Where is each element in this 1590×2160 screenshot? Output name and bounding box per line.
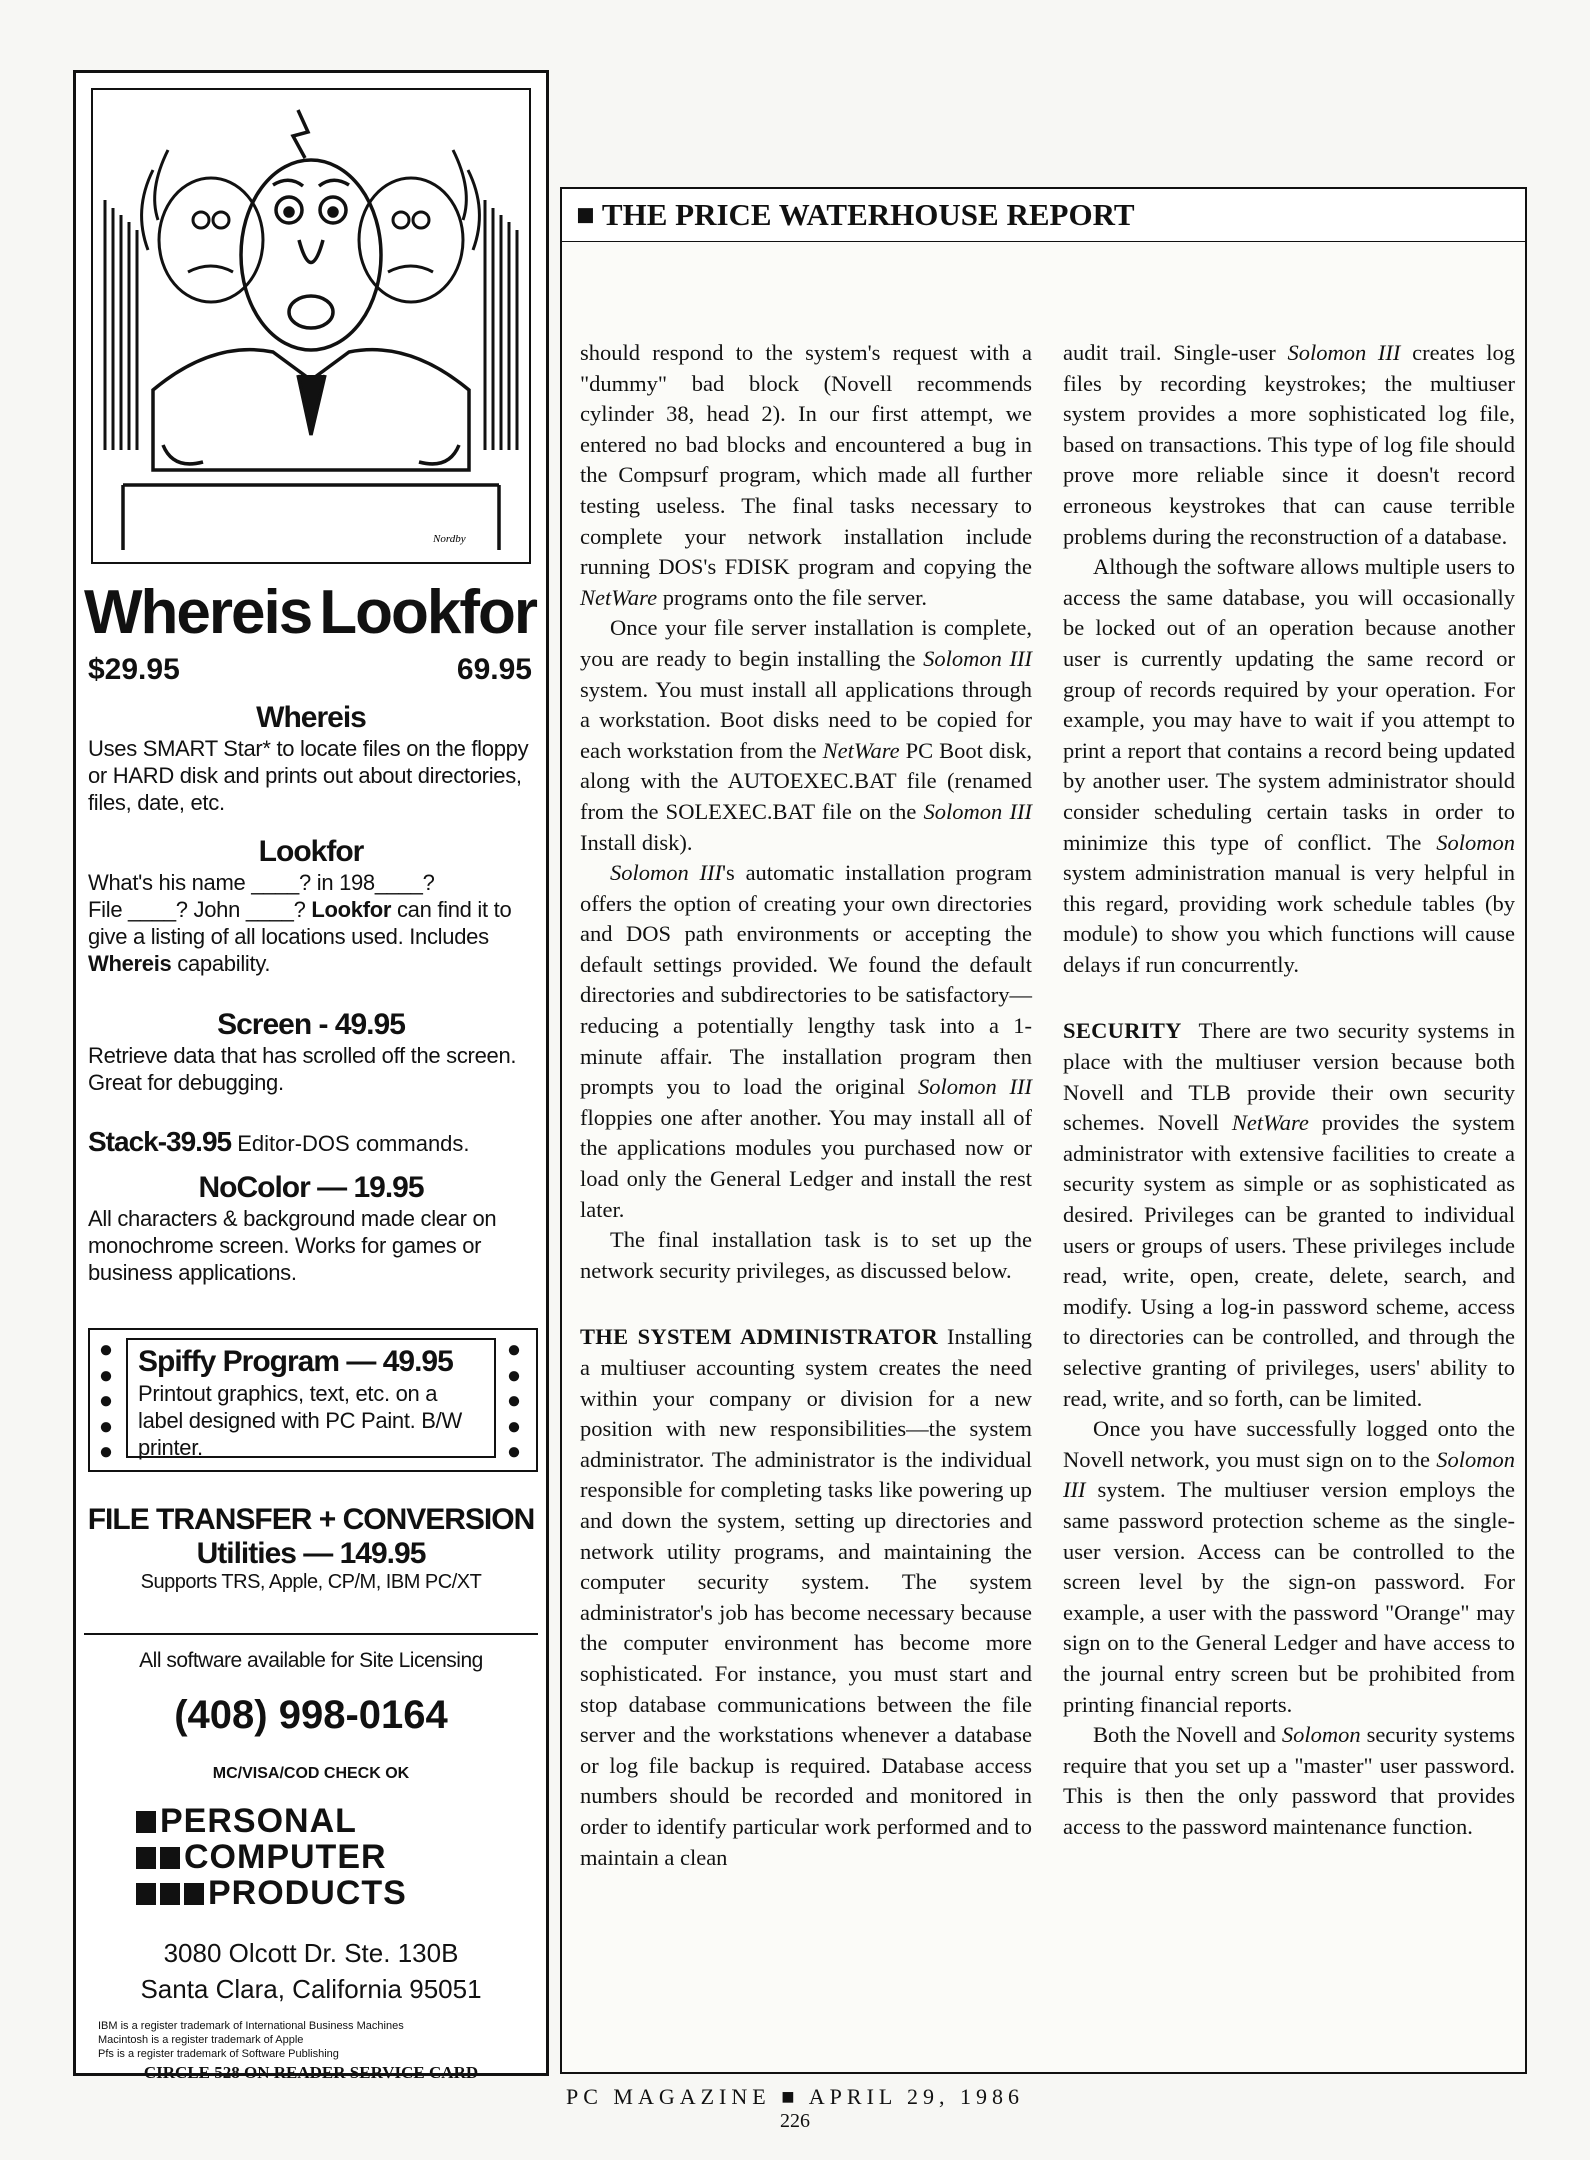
section-title: THE PRICE WATERHOUSE REPORT xyxy=(601,197,1135,232)
lookfor-line1: What's his name ____? in 198____? xyxy=(88,870,435,895)
product-header xyxy=(84,577,536,685)
product-name-lookfor: Lookfor xyxy=(319,578,536,647)
text: Both the Novell and xyxy=(1093,1722,1276,1748)
text: audit trail. Single-user xyxy=(1063,340,1276,365)
lookfor-heading: Lookfor xyxy=(258,835,364,868)
italic-text: Solomon III xyxy=(610,860,722,886)
text: The final installation task is to set up the network security privileges, as discussed below. xyxy=(580,1227,1032,1283)
screen-description: Retrieve data that has scrolled off the screen. Great for debugging. xyxy=(88,1043,517,1095)
whereis-block xyxy=(88,701,534,816)
italic-text: Solomon III xyxy=(917,1074,1033,1100)
italic-text: Solomon III xyxy=(1287,340,1401,365)
trademark-notices xyxy=(98,2019,538,2061)
lookfor-line2: File ____? John ____? xyxy=(88,897,306,922)
text: Once your file server installation is complete, you are ready to begin installing the xyxy=(580,615,1032,671)
italic-text: Solomon xyxy=(1436,829,1516,855)
whereis-heading: Whereis xyxy=(256,701,366,734)
company-line1: PERSONAL xyxy=(160,1802,357,1840)
italic-text: Solomon III xyxy=(923,645,1032,671)
italic-text: Solomon xyxy=(1281,1722,1361,1748)
lookfor-line3-end: capability. xyxy=(177,951,271,976)
stack-description: Editor-DOS commands. xyxy=(237,1131,470,1156)
divider xyxy=(84,1633,538,1635)
nocolor-description: All characters & background made clear on monochrome screen. Works for games or business applications. xyxy=(88,1206,497,1285)
lookfor-line2-end: can xyxy=(396,897,432,922)
screen-block xyxy=(88,1008,534,1096)
italic-text: NetWare xyxy=(822,737,900,763)
lookfor-block xyxy=(88,835,534,977)
spiffy-description: Printout graphics, text, etc. on a label designed with PC Paint. B/W printer. xyxy=(138,1381,462,1460)
address-line1: 3080 Olcott Dr. Ste. 130B xyxy=(163,1938,459,1968)
lookfor-line3: find it to give a listing of all locations used. Includes xyxy=(88,897,512,949)
text: Once you have successfully logged onto the Novell network, you must sign on to the xyxy=(1063,1416,1515,1472)
article-column-2 xyxy=(1063,338,1515,1843)
article-column-1 xyxy=(580,338,1032,1873)
trademark-pfs: Pfs is a register trademark of Software Publishing xyxy=(98,2048,339,2060)
file-transfer-heading: FILE TRANSFER + CONVERSION xyxy=(87,1503,535,1536)
company-line2: COMPUTER xyxy=(184,1838,387,1876)
text: programs onto the file server. xyxy=(662,584,928,610)
paragraph xyxy=(1063,1016,1515,1414)
paragraph xyxy=(1063,1720,1515,1842)
magazine-footer: PC MAGAZINE ■ APRIL 29, 1986 xyxy=(565,2084,1025,2109)
text: creates log files by recording keystrokes; the multiuser system provides a more sophisticated log file, based on transactions. This type of log file should prove more reliable since it doesn't record erroneous keystrokes that can cause terrible problems during the reconstruction of a database. xyxy=(1063,340,1516,549)
whereis-description: Uses SMART Star* to locate files on the floppy or HARD disk and prints out about directories, files, date, etc. xyxy=(88,736,529,815)
worried-man-drawing xyxy=(93,90,529,562)
text: system. You must install all applications through a workstation. Boot disks need to be copied for each workstation from the xyxy=(580,676,1032,763)
screen-heading: Screen - 49.95 xyxy=(217,1008,405,1041)
text: security systems require that you set up a "master" user password. This is then the only password that provides access to the password maintenance function. xyxy=(1063,1722,1516,1839)
address-line2: Santa Clara, California 95051 xyxy=(140,1974,482,2004)
dot-column-right: ● ● ● ● ● xyxy=(506,1336,522,1465)
paragraph xyxy=(580,613,1032,858)
italic-text: NetWare xyxy=(580,584,658,610)
paragraph xyxy=(580,338,1032,613)
phone-number: (408) 998-0164 xyxy=(174,1693,448,1737)
lookfor-description xyxy=(88,869,534,977)
page-number: 226 xyxy=(780,2110,810,2132)
paragraph xyxy=(1063,338,1515,552)
stack-block xyxy=(88,1126,534,1158)
text: Installing a multiuser accounting system creates the need within your company or division for a new position with new responsibilities—the system administrator. The administrator is the individual responsible for completing tasks like powering up and down the system, setting up directories and network utility programs, and maintaining the computer security system. The system administrator's job has become necessary because the computer environment has become more sophisticated. For instance, you must start and stop database communications between the file server and the workstations whenever a database or log file backup is required. Database access numbers should be recorded and monitored in order to identify particular work performed and to maintain a clean xyxy=(580,1324,1032,1870)
trademark-ibm: IBM is a register trademark of International Business Machines xyxy=(98,2020,404,2032)
nocolor-heading: NoColor — 19.95 xyxy=(198,1171,424,1204)
text: 's automatic installation program offers the option of creating your own directories and DOS path environments or accepting the default settings provided. We found the default directories and subdirectories to be satisfactory—reducing a potentially lengthy task into a 1-minute affair. The installation program then prompts you to load the original xyxy=(580,860,1033,1100)
text: should respond to the system's request with a "dummy" bad block (Novell recommends cylinder 38, head 2). In our first attempt, we entered no bad blocks and encountered a bug in the Compsurf program, which made all further testing useless. The final tasks necessary to complete your network installation include running DOS's FDISK program and copying the xyxy=(580,340,1032,580)
advertisement xyxy=(73,70,549,2082)
text: PC Boot disk, along with the AUTOEXEC.BAT file (renamed from the SOLEXEC.BAT file on the xyxy=(580,737,1033,824)
text: provides the system administrator with extensive facilities to create a security system as simple or as sophisticated as desired. Privileges can be granted to individual users or groups of users. These privileges include read, write, open, create, delete, search, and modify. Using a log-in password scheme, access to directories can be controlled, and through the selective granting of privileges, users' ability to read, write, and so forth, can be limited. xyxy=(1063,1110,1516,1411)
paragraph xyxy=(1063,1414,1515,1720)
payment-methods: MC/VISA/COD CHECK OK xyxy=(212,1765,410,1782)
section-header: ■ THE PRICE WATERHOUSE REPORT xyxy=(560,187,1527,243)
artist-signature: Nordby xyxy=(433,533,466,545)
supports-text: Supports TRS, Apple, CP/M, IBM PC/XT xyxy=(140,1571,482,1593)
text: system administration manual is very helpful in this regard, providing work schedule tables (by module) to show you which functions will cause delays if run concurrently. xyxy=(1063,860,1515,977)
paragraph xyxy=(1063,552,1515,980)
lookfor-line2-bold: Lookfor xyxy=(311,897,392,922)
lookfor-line3-bold: Whereis xyxy=(88,951,172,976)
site-licensing: All software available for Site Licensing xyxy=(139,1649,483,1672)
paragraph xyxy=(580,858,1032,1225)
price-lookfor: 69.95 xyxy=(456,653,532,686)
company-line3: PRODUCTS xyxy=(208,1874,407,1912)
subheading-system-administrator: THE SYSTEM ADMINISTRATOR xyxy=(580,1324,939,1350)
italic-text: Solomon III xyxy=(1063,1446,1516,1503)
subheading-security: SECURITY xyxy=(1063,1018,1182,1044)
text: floppies one after another. You may install all of the applications modules you purchased now or load only the General Ledger and install the rest later. xyxy=(580,1104,1032,1222)
paragraph xyxy=(580,1225,1032,1286)
text: Although the software allows multiple users to access the same database, you will occasionally be locked out of an operation because another user is currently updating the same record or group of records required by your operation. For example, you may have to wait if you attempt to print a report that contains a record being updated by another user. The system administrator should consider scheduling certain tasks in order to minimize this type of conflict. The xyxy=(1063,554,1515,855)
trademark-apple: Macintosh is a register trademark of Apple xyxy=(98,2034,304,2046)
text: system. The multiuser version employs the same password protection scheme as the single-user version. Access can be controlled to the screen level by the sign-on password. For example, a user with the password "Orange" may sign on to the General Ledger and have access to the journal entry screen but be prohibited from printing financial reports. xyxy=(1063,1477,1515,1717)
text: There are two security systems in place with the multiuser version because both Novell and TLB provide their own security schemes. Novell xyxy=(1063,1018,1515,1136)
company-logo xyxy=(136,1803,496,1911)
dot-column-left: ● ● ● ● ● xyxy=(98,1336,114,1465)
spiffy-heading: Spiffy Program — 49.95 xyxy=(138,1345,453,1378)
spiffy-inner xyxy=(126,1338,496,1458)
reader-service-note: CIRCLE 528 ON READER SERVICE CARD xyxy=(143,2063,479,2082)
spiffy-box xyxy=(88,1328,538,1472)
price-whereis: $29.95 xyxy=(88,653,180,686)
italic-text: Solomon III xyxy=(923,798,1033,824)
paragraph xyxy=(580,1322,1032,1873)
file-transfer-block xyxy=(84,1503,538,1594)
cartoon-illustration xyxy=(91,88,531,564)
utilities-heading: Utilities — 149.95 xyxy=(196,1537,426,1570)
italic-text: NetWare xyxy=(1231,1110,1309,1136)
company-address xyxy=(84,1935,538,2007)
stack-heading: Stack-39.95 xyxy=(88,1126,232,1157)
text: Install disk). xyxy=(580,829,693,855)
product-name-whereis: Whereis xyxy=(84,578,312,647)
nocolor-block xyxy=(88,1171,534,1286)
